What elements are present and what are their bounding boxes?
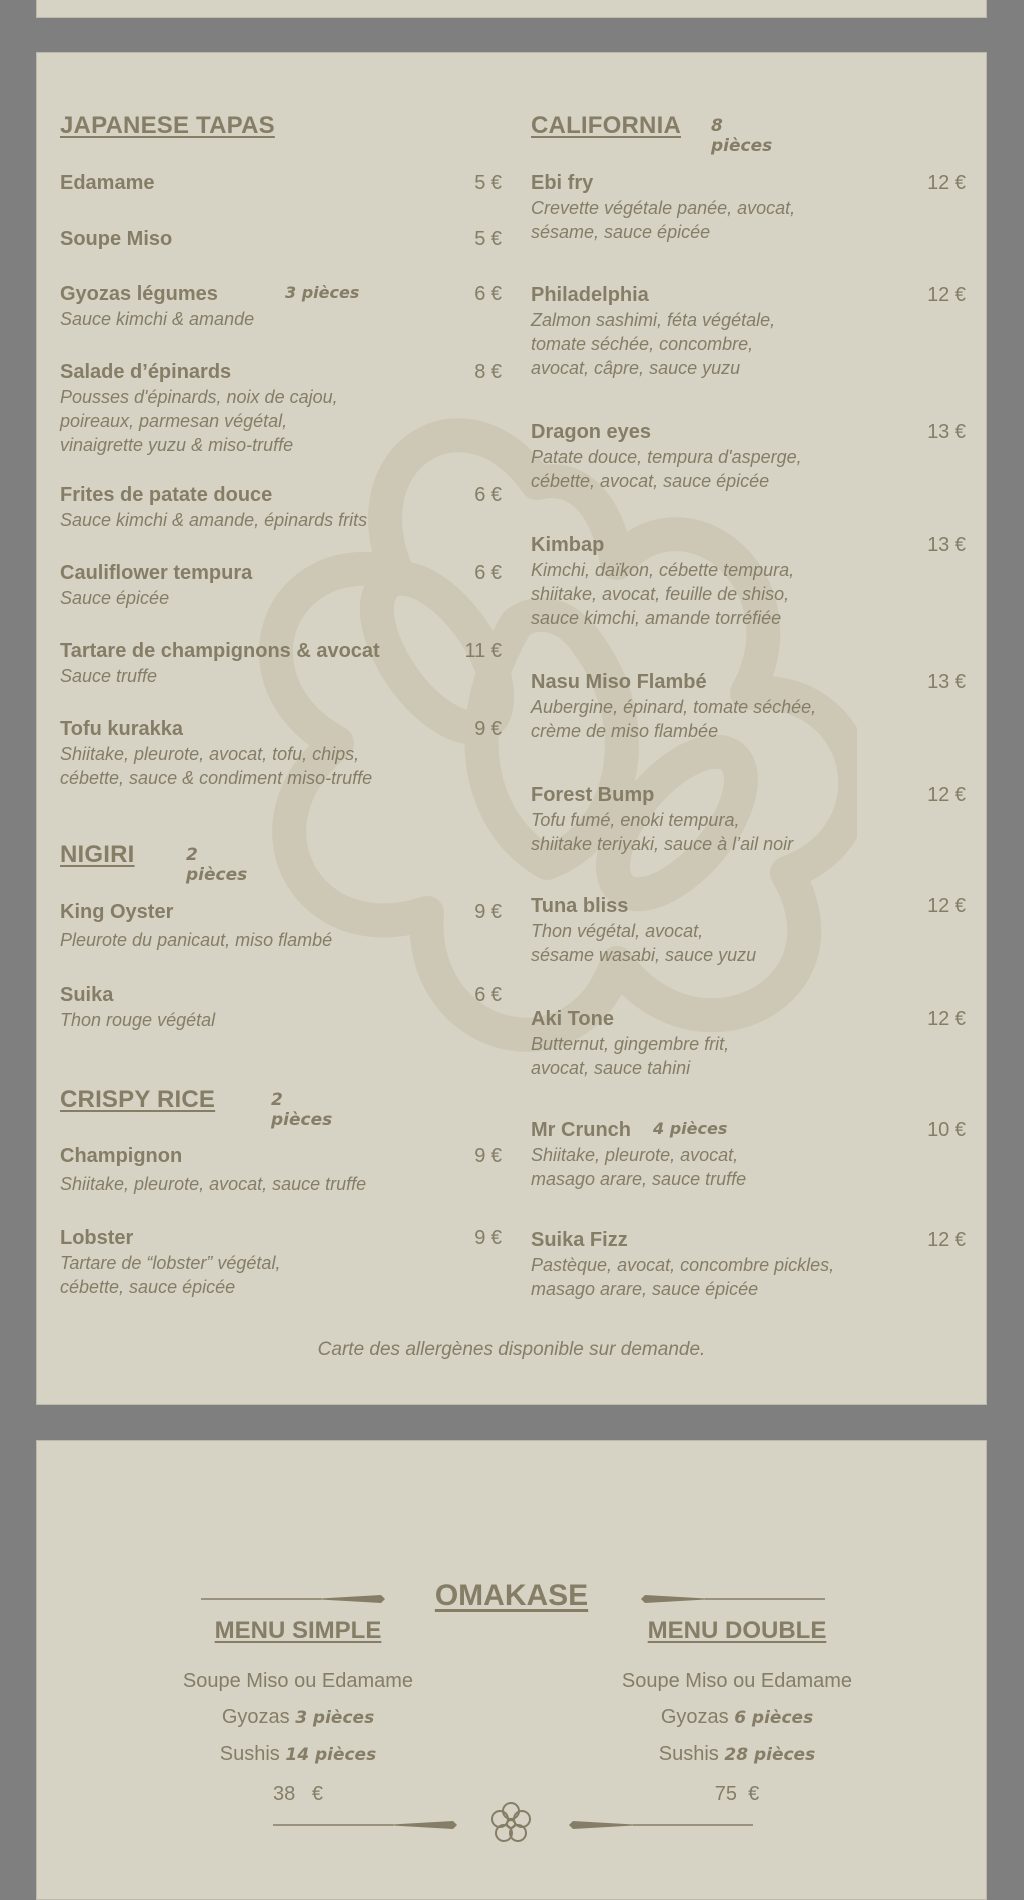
menu-line	[567, 1663, 907, 1699]
item-price: 5 €	[474, 228, 502, 250]
menu-simple-price: 38 €	[272, 1783, 324, 1805]
menu-simple-heading: MENU SIMPLE	[214, 1617, 382, 1644]
menu-item-suika-fizz	[531, 1227, 966, 1301]
item-price: 12 €	[927, 784, 966, 806]
item-description: Crevette végétale panée, avocat, sésame, sauce épicée	[531, 198, 796, 242]
item-price: 8 €	[474, 361, 502, 383]
item-name: Aki Tone	[531, 1008, 614, 1030]
item-description: Sauce kimchi & amande	[60, 309, 255, 329]
item-price: 6 €	[474, 283, 502, 305]
item-description: Pousses d'épinards, noix de cajou, poireaux, parmesan végétal, vinaigrette yuzu & miso-truffe	[60, 387, 338, 455]
menu-item-aki-tone	[531, 1006, 966, 1080]
item-description: Thon végétal, avocat, sésame wasabi, sauce yuzu	[531, 921, 757, 965]
section-title: NIGIRI	[60, 841, 135, 868]
item-price: 9 €	[474, 1145, 502, 1167]
section-header-california	[531, 112, 773, 156]
item-description: Zalmon sashimi, féta végétale, tomate séchée, concombre, avocat, câpre, sauce yuzu	[531, 310, 776, 378]
decorative-arrow-bottom-left-icon	[273, 1820, 457, 1830]
section-portion-note: 8 pièces	[711, 116, 773, 156]
item-name: Tofu kurakka	[60, 718, 183, 740]
menu-item-forest-bump	[531, 782, 966, 856]
menu-line-note: 28 pièces	[724, 1745, 816, 1765]
section-title: JAPANESE TAPAS	[60, 112, 275, 139]
item-price: 12 €	[927, 284, 966, 306]
item-price: 11 €	[464, 640, 502, 662]
menu-item-cauliflower-tempura	[60, 560, 502, 610]
section-header-crispy-rice	[60, 1086, 333, 1130]
menu-item-philadelphia	[531, 282, 966, 380]
item-price: 13 €	[927, 671, 966, 693]
item-price: 12 €	[927, 172, 966, 194]
menu-line-note: 6 pièces	[734, 1708, 814, 1728]
omakase-page	[36, 1440, 987, 1900]
item-description: Thon rouge végétal	[60, 1010, 216, 1030]
item-price: 10 €	[927, 1119, 966, 1141]
item-name: Lobster	[60, 1227, 134, 1249]
menu-page	[36, 52, 987, 1405]
section-title: CRISPY RICE	[60, 1086, 216, 1113]
item-name: Salade d’épinards	[60, 361, 232, 383]
item-price: 13 €	[927, 534, 966, 556]
menu-item-dragon-eyes	[531, 419, 966, 493]
menu-item-frites-patate-douce	[60, 482, 502, 532]
item-name: Edamame	[60, 172, 155, 194]
menu-line-text: Gyozas	[660, 1706, 729, 1728]
item-price: 9 €	[474, 901, 502, 923]
item-price: 5 €	[474, 172, 502, 194]
item-description: Butternut, gingembre frit, avocat, sauce tahini	[531, 1034, 730, 1078]
item-price: 6 €	[474, 484, 502, 506]
item-name: Gyozas légumes	[60, 283, 218, 305]
omakase-title: OMAKASE	[434, 1579, 589, 1612]
section-title: CALIFORNIA	[531, 112, 681, 139]
item-description: Shiitake, pleurote, avocat, masago arare, sauce truffe	[531, 1145, 747, 1189]
item-price: 12 €	[927, 1229, 966, 1251]
item-name: Forest Bump	[531, 784, 655, 806]
menu-item-soupe-miso	[60, 226, 502, 252]
item-description: Sauce kimchi & amande, épinards frits	[60, 510, 368, 530]
menu-line-text: Sushis	[219, 1743, 280, 1765]
item-name: Tartare de champignons & avocat	[60, 640, 380, 662]
item-portion-note: 4 pièces	[653, 1119, 728, 1138]
section-portion-note: 2 pièces	[186, 845, 248, 885]
menu-line	[128, 1663, 468, 1699]
section-header-japanese-tapas	[60, 112, 275, 144]
menu-item-kimbap	[531, 532, 966, 630]
decorative-arrow-left-icon	[201, 1594, 385, 1604]
menu-item-edamame	[60, 170, 502, 196]
menu-item-mr-crunch	[531, 1117, 966, 1191]
menu-item-tuna-bliss	[531, 893, 966, 967]
item-name: Kimbap	[531, 534, 605, 556]
item-description: Aubergine, épinard, tomate séchée, crème de miso flambée	[531, 697, 817, 741]
previous-page-edge	[36, 0, 987, 18]
menu-line-text: Gyozas	[221, 1706, 290, 1728]
item-name: Frites de patate douce	[60, 484, 273, 506]
menu-double	[567, 1617, 907, 1806]
item-price: 6 €	[474, 984, 502, 1006]
menu-item-gyozas-legumes	[60, 281, 502, 331]
menu-line	[567, 1699, 907, 1736]
item-price: 9 €	[474, 718, 502, 740]
item-name: King Oyster	[60, 901, 174, 923]
menu-double-heading: MENU DOUBLE	[647, 1617, 827, 1644]
item-description: Kimchi, daïkon, cébette tempura, shiitake, avocat, feuille de shiso, sauce kimchi, amande torréfiée	[531, 560, 795, 628]
menu-line-text: Soupe Miso ou Edamame	[621, 1670, 853, 1692]
menu-line-note: 14 pièces	[285, 1745, 377, 1765]
item-description: Tartare de “lobster” végétal, cébette, sauce épicée	[60, 1253, 281, 1297]
item-description: Sauce truffe	[60, 666, 158, 686]
allergen-note: Carte des allergènes disponible sur demande.	[317, 1339, 706, 1360]
item-name: Tuna bliss	[531, 895, 629, 917]
item-name: Mr Crunch	[531, 1119, 631, 1141]
menu-line	[128, 1699, 468, 1736]
menu-item-ebi-fry	[531, 170, 966, 244]
section-header-nigiri	[60, 841, 248, 885]
menu-item-suika	[60, 982, 502, 1032]
item-name: Philadelphia	[531, 284, 649, 306]
menu-item-tofu-kurakka	[60, 716, 502, 790]
item-name: Ebi fry	[531, 172, 594, 194]
menu-item-champignon	[60, 1143, 502, 1196]
item-name: Suika	[60, 984, 114, 1006]
item-name: Suika Fizz	[531, 1229, 628, 1251]
decorative-arrow-bottom-right-icon	[569, 1820, 753, 1830]
menu-item-tartare-champignons	[60, 638, 502, 688]
menu-simple	[128, 1617, 468, 1806]
section-portion-note: 2 pièces	[271, 1090, 333, 1130]
item-description: Shiitake, pleurote, avocat, tofu, chips, cébette, sauce & condiment miso-truffe	[60, 744, 373, 788]
menu-line	[128, 1736, 468, 1773]
item-description: Shiitake, pleurote, avocat, sauce truffe	[60, 1174, 367, 1194]
item-price: 12 €	[927, 1008, 966, 1030]
item-name: Soupe Miso	[60, 228, 173, 250]
item-description: Pleurote du panicaut, miso flambé	[60, 930, 333, 950]
decorative-arrow-right-icon	[641, 1594, 825, 1604]
menu-double-price: 75 €	[714, 1783, 760, 1805]
menu-item-nasu-miso-flambe	[531, 669, 966, 743]
menu-line-note: 3 pièces	[295, 1708, 375, 1728]
item-name: Dragon eyes	[531, 421, 652, 443]
menu-line	[567, 1736, 907, 1773]
menu-item-lobster	[60, 1225, 502, 1299]
item-description: Pastèque, avocat, concombre pickles, masago arare, sauce épicée	[531, 1255, 835, 1299]
menu-line-text: Soupe Miso ou Edamame	[182, 1670, 414, 1692]
item-description: Sauce épicée	[60, 588, 170, 608]
item-name: Champignon	[60, 1145, 183, 1167]
item-price: 9 €	[474, 1227, 502, 1249]
item-price: 13 €	[927, 421, 966, 443]
item-name: Cauliflower tempura	[60, 562, 253, 584]
menu-line-text: Sushis	[658, 1743, 719, 1765]
item-description: Patate douce, tempura d'asperge, cébette, avocat, sauce épicée	[531, 447, 802, 491]
item-description: Tofu fumé, enoki tempura, shiitake teriyaki, sauce à l’ail noir	[531, 810, 794, 854]
flower-logo-icon	[487, 1799, 535, 1847]
item-name: Nasu Miso Flambé	[531, 671, 707, 693]
menu-item-king-oyster	[60, 899, 502, 952]
item-price: 12 €	[927, 895, 966, 917]
item-portion-note: 3 pièces	[285, 283, 360, 302]
menu-item-salade-epinards	[60, 359, 502, 457]
item-price: 6 €	[474, 562, 502, 584]
